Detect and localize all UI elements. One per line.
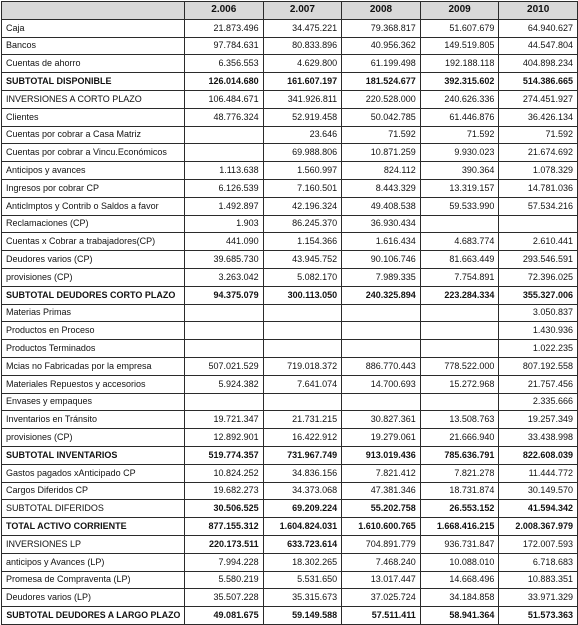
value-cell: 392.315.602	[420, 73, 499, 91]
table-row	[2, 268, 578, 286]
value-cell: 18.731.874	[420, 482, 499, 500]
table-row	[2, 19, 578, 37]
row-label: Deudores varios (LP)	[2, 589, 185, 607]
financial-table	[1, 1, 578, 625]
value-cell: 8.443.329	[342, 179, 421, 197]
value-cell: 10.871.259	[342, 144, 421, 162]
value-cell: 19.682.273	[185, 482, 264, 500]
value-cell: 48.776.324	[185, 108, 264, 126]
value-cell: 2.610.441	[499, 233, 578, 251]
value-cell: 514.386.665	[499, 73, 578, 91]
table-row	[2, 197, 578, 215]
value-cell: 633.723.614	[263, 535, 342, 553]
value-cell: 223.284.334	[420, 286, 499, 304]
value-cell: 240.325.894	[342, 286, 421, 304]
value-cell	[420, 215, 499, 233]
value-cell: 1.560.997	[263, 162, 342, 180]
value-cell: 11.444.772	[499, 464, 578, 482]
table-row	[2, 73, 578, 91]
value-cell: 33.971.329	[499, 589, 578, 607]
value-cell: 13.319.157	[420, 179, 499, 197]
value-cell: 1.616.434	[342, 233, 421, 251]
table-row	[2, 553, 578, 571]
table-row	[2, 162, 578, 180]
value-cell	[185, 340, 264, 358]
row-label: INVERSIONES A CORTO PLAZO	[2, 90, 185, 108]
value-cell: 79.368.817	[342, 19, 421, 37]
row-label: Productos en Proceso	[2, 322, 185, 340]
value-cell: 61.446.876	[420, 108, 499, 126]
value-cell: 106.484.671	[185, 90, 264, 108]
value-cell: 785.636.791	[420, 446, 499, 464]
value-cell: 21.731.215	[263, 411, 342, 429]
value-cell: 913.019.436	[342, 446, 421, 464]
row-label: Productos Terminados	[2, 340, 185, 358]
value-cell: 9.930.023	[420, 144, 499, 162]
value-cell	[342, 340, 421, 358]
table-row	[2, 215, 578, 233]
value-cell: 40.956.362	[342, 37, 421, 55]
row-label: provisiones (CP)	[2, 268, 185, 286]
value-cell	[185, 393, 264, 411]
value-cell: 37.025.724	[342, 589, 421, 607]
value-cell: 1.078.329	[499, 162, 578, 180]
row-label: Cargos Diferidos CP	[2, 482, 185, 500]
value-cell: 5.082.170	[263, 268, 342, 286]
table-row	[2, 126, 578, 144]
table-row	[2, 535, 578, 553]
value-cell: 731.967.749	[263, 446, 342, 464]
value-cell: 42.196.324	[263, 197, 342, 215]
value-cell: 14.668.496	[420, 571, 499, 589]
value-cell: 10.883.351	[499, 571, 578, 589]
value-cell: 97.784.631	[185, 37, 264, 55]
value-cell: 13.508.763	[420, 411, 499, 429]
value-cell: 43.945.752	[263, 251, 342, 269]
value-cell: 35.315.673	[263, 589, 342, 607]
value-cell: 240.626.336	[420, 90, 499, 108]
value-cell: 7.989.335	[342, 268, 421, 286]
row-label: Materias Primas	[2, 304, 185, 322]
table-row	[2, 500, 578, 518]
value-cell: 21.666.940	[420, 429, 499, 447]
value-cell: 7.641.074	[263, 375, 342, 393]
value-cell: 58.941.364	[420, 607, 499, 625]
row-label: TOTAL ACTIVO CORRIENTE	[2, 518, 185, 536]
year-header: 2008	[342, 2, 421, 20]
row-label: Bancos	[2, 37, 185, 55]
row-label: Inventarios en Tránsito	[2, 411, 185, 429]
value-cell: 822.608.039	[499, 446, 578, 464]
row-label: provisiones (CP)	[2, 429, 185, 447]
value-cell: 34.184.858	[420, 589, 499, 607]
row-label: SUBTOTAL INVENTARIOS	[2, 446, 185, 464]
table-row	[2, 37, 578, 55]
value-cell: 41.594.342	[499, 500, 578, 518]
value-cell: 50.042.785	[342, 108, 421, 126]
table-row	[2, 55, 578, 73]
value-cell: 6.356.553	[185, 55, 264, 73]
value-cell: 341.926.811	[263, 90, 342, 108]
value-cell: 7.754.891	[420, 268, 499, 286]
value-cell: 23.646	[263, 126, 342, 144]
value-cell: 220.173.511	[185, 535, 264, 553]
value-cell: 719.018.372	[263, 357, 342, 375]
value-cell: 886.770.443	[342, 357, 421, 375]
value-cell: 300.113.050	[263, 286, 342, 304]
table-row	[2, 393, 578, 411]
row-label: Anticipos y avances	[2, 162, 185, 180]
value-cell: 6.126.539	[185, 179, 264, 197]
value-cell: 51.607.679	[420, 19, 499, 37]
value-cell: 14.781.036	[499, 179, 578, 197]
value-cell: 1.492.897	[185, 197, 264, 215]
value-cell: 6.718.683	[499, 553, 578, 571]
value-cell: 1.604.824.031	[263, 518, 342, 536]
row-label: Deudores varios (CP)	[2, 251, 185, 269]
value-cell	[420, 304, 499, 322]
table-row	[2, 571, 578, 589]
value-cell: 34.836.156	[263, 464, 342, 482]
row-label: Reclamaciones (CP)	[2, 215, 185, 233]
value-cell	[263, 340, 342, 358]
table-body	[2, 19, 578, 624]
value-cell: 57.511.411	[342, 607, 421, 625]
value-cell	[185, 126, 264, 144]
value-cell: 49.408.538	[342, 197, 421, 215]
row-label: Mcias no Fabricadas por la empresa	[2, 357, 185, 375]
value-cell	[263, 322, 342, 340]
table-row	[2, 179, 578, 197]
value-cell: 21.873.496	[185, 19, 264, 37]
value-cell: 71.592	[342, 126, 421, 144]
value-cell: 18.302.265	[263, 553, 342, 571]
value-cell: 1.022.235	[499, 340, 578, 358]
value-cell: 519.774.357	[185, 446, 264, 464]
value-cell: 507.021.529	[185, 357, 264, 375]
value-cell: 10.824.252	[185, 464, 264, 482]
value-cell: 21.674.692	[499, 144, 578, 162]
year-header: 2.006	[185, 2, 264, 20]
value-cell: 2.008.367.979	[499, 518, 578, 536]
value-cell: 15.272.968	[420, 375, 499, 393]
value-cell: 19.257.349	[499, 411, 578, 429]
value-cell: 69.209.224	[263, 500, 342, 518]
value-cell: 44.547.804	[499, 37, 578, 55]
value-cell: 7.160.501	[263, 179, 342, 197]
row-label: Cuentas de ahorro	[2, 55, 185, 73]
value-cell: 39.685.730	[185, 251, 264, 269]
table-row	[2, 411, 578, 429]
table-row	[2, 286, 578, 304]
value-cell	[420, 393, 499, 411]
value-cell: 86.245.370	[263, 215, 342, 233]
value-cell: 192.188.118	[420, 55, 499, 73]
value-cell: 126.014.680	[185, 73, 264, 91]
value-cell: 404.898.234	[499, 55, 578, 73]
value-cell: 778.522.000	[420, 357, 499, 375]
value-cell: 33.438.998	[499, 429, 578, 447]
row-label: Clientes	[2, 108, 185, 126]
table-row	[2, 90, 578, 108]
value-cell	[342, 322, 421, 340]
table-row	[2, 233, 578, 251]
table-row	[2, 108, 578, 126]
table-row	[2, 251, 578, 269]
value-cell: 7.821.412	[342, 464, 421, 482]
value-cell: 30.149.570	[499, 482, 578, 500]
value-cell: 181.524.677	[342, 73, 421, 91]
value-cell: 877.155.312	[185, 518, 264, 536]
value-cell	[263, 393, 342, 411]
value-cell: 26.553.152	[420, 500, 499, 518]
table-row	[2, 429, 578, 447]
row-label: Caja	[2, 19, 185, 37]
value-cell: 61.199.498	[342, 55, 421, 73]
value-cell: 4.629.800	[263, 55, 342, 73]
value-cell: 3.263.042	[185, 268, 264, 286]
value-cell: 36.426.134	[499, 108, 578, 126]
value-cell	[342, 304, 421, 322]
header-row	[2, 2, 578, 20]
table-row	[2, 357, 578, 375]
value-cell: 5.580.219	[185, 571, 264, 589]
value-cell: 5.924.382	[185, 375, 264, 393]
table-row	[2, 375, 578, 393]
value-cell: 274.451.927	[499, 90, 578, 108]
value-cell: 52.919.458	[263, 108, 342, 126]
value-cell: 441.090	[185, 233, 264, 251]
row-label: SUBTOTAL DEUDORES A LARGO PLAZO	[2, 607, 181, 625]
value-cell: 71.592	[499, 126, 578, 144]
value-cell: 1.668.416.215	[420, 518, 499, 536]
value-cell: 5.531.650	[263, 571, 342, 589]
value-cell: 59.149.588	[263, 607, 342, 625]
row-label: Cuentas x Cobrar a trabajadores(CP)	[2, 233, 185, 251]
table-row	[2, 144, 578, 162]
table-row	[2, 464, 578, 482]
value-cell: 47.381.346	[342, 482, 421, 500]
row-label: anticipos y Avances (LP)	[2, 553, 185, 571]
row-label: Ingresos por cobrar CP	[2, 179, 185, 197]
year-header: 2009	[420, 2, 499, 20]
value-cell: 34.475.221	[263, 19, 342, 37]
value-cell: 12.892.901	[185, 429, 264, 447]
value-cell: 1.113.638	[185, 162, 264, 180]
value-cell: 390.364	[420, 162, 499, 180]
value-cell	[420, 340, 499, 358]
row-label: Envases y empaques	[2, 393, 185, 411]
value-cell: 16.422.912	[263, 429, 342, 447]
value-cell: 64.940.627	[499, 19, 578, 37]
row-label: Anticlmptos y Contrib o Saldos a favor	[2, 197, 185, 215]
row-label: SUBTOTAL DEUDORES CORTO PLAZO	[2, 286, 185, 304]
value-cell: 1.610.600.765	[342, 518, 421, 536]
value-cell: 3.050.837	[499, 304, 578, 322]
value-cell: 1.903	[185, 215, 264, 233]
row-label: Cuentas por cobrar a Casa Matriz	[2, 126, 185, 144]
value-cell	[420, 322, 499, 340]
row-label: SUBTOTAL DISPONIBLE	[2, 73, 185, 91]
value-cell: 7.821.278	[420, 464, 499, 482]
value-cell: 220.528.000	[342, 90, 421, 108]
value-cell: 19.279.061	[342, 429, 421, 447]
row-label: SUBTOTAL DIFERIDOS	[2, 500, 185, 518]
value-cell: 19.721.347	[185, 411, 264, 429]
year-header: 2010	[499, 2, 578, 20]
value-cell: 7.994.228	[185, 553, 264, 571]
value-cell: 51.573.363	[499, 607, 578, 625]
value-cell: 69.988.806	[263, 144, 342, 162]
table-row	[2, 589, 578, 607]
value-cell	[185, 304, 264, 322]
table-row	[2, 304, 578, 322]
value-cell: 36.930.434	[342, 215, 421, 233]
value-cell: 2.335.666	[499, 393, 578, 411]
value-cell: 936.731.847	[420, 535, 499, 553]
value-cell: 30.506.525	[185, 500, 264, 518]
year-header: 2.007	[263, 2, 342, 20]
value-cell: 1.430.936	[499, 322, 578, 340]
value-cell: 7.468.240	[342, 553, 421, 571]
value-cell: 824.112	[342, 162, 421, 180]
value-cell: 59.533.990	[420, 197, 499, 215]
value-cell: 94.375.079	[185, 286, 264, 304]
value-cell	[342, 393, 421, 411]
value-cell: 35.507.228	[185, 589, 264, 607]
value-cell: 704.891.779	[342, 535, 421, 553]
table-row	[2, 518, 578, 536]
row-label: Gastos pagados xAnticipado CP	[2, 464, 185, 482]
value-cell	[185, 322, 264, 340]
table-row	[2, 446, 578, 464]
value-cell: 161.607.197	[263, 73, 342, 91]
value-cell: 34.373.068	[263, 482, 342, 500]
value-cell: 72.396.025	[499, 268, 578, 286]
value-cell: 807.192.558	[499, 357, 578, 375]
value-cell	[185, 144, 264, 162]
value-cell	[499, 215, 578, 233]
value-cell: 49.081.675	[185, 607, 264, 625]
value-cell: 10.088.010	[420, 553, 499, 571]
table-row	[2, 482, 578, 500]
row-label: Promesa de Compraventa (LP)	[2, 571, 185, 589]
value-cell: 80.833.896	[263, 37, 342, 55]
value-cell	[263, 304, 342, 322]
value-cell: 57.534.216	[499, 197, 578, 215]
row-label: INVERSIONES LP	[2, 535, 185, 553]
value-cell: 172.007.593	[499, 535, 578, 553]
table-row	[2, 322, 578, 340]
value-cell: 13.017.447	[342, 571, 421, 589]
row-label: Materiales Repuestos y accesorios	[2, 375, 185, 393]
value-cell: 1.154.366	[263, 233, 342, 251]
value-cell: 30.827.361	[342, 411, 421, 429]
header-label-cell	[2, 2, 185, 20]
value-cell: 81.663.449	[420, 251, 499, 269]
value-cell: 14.700.693	[342, 375, 421, 393]
value-cell: 90.106.746	[342, 251, 421, 269]
table-row	[2, 340, 578, 358]
value-cell: 293.546.591	[499, 251, 578, 269]
value-cell: 55.202.758	[342, 500, 421, 518]
value-cell: 71.592	[420, 126, 499, 144]
value-cell: 149.519.805	[420, 37, 499, 55]
value-cell: 21.757.456	[499, 375, 578, 393]
value-cell: 355.327.006	[499, 286, 578, 304]
row-label: Cuentas por cobrar a Vincu.Económicos	[2, 144, 185, 162]
value-cell: 4.683.774	[420, 233, 499, 251]
